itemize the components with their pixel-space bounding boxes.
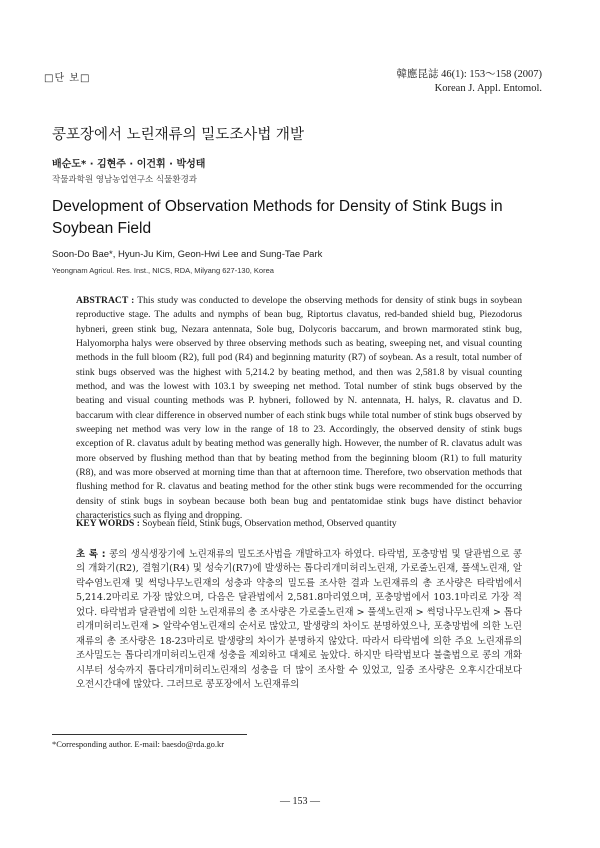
journal-name: Korean J. Appl. Entomol. — [434, 83, 542, 94]
note-type-label: □단 보□ — [44, 73, 91, 84]
abstract — [76, 294, 522, 524]
korean-title: 콩포장에서 노린재류의 밀도조사법 개발 — [52, 127, 304, 143]
korean-authors: 배순도* · 김현주 · 이건휘 · 박성태 — [52, 159, 206, 170]
korean-summary-text: 콩의 생식생장기에 노린재류의 밀도조사법을 개발하고자 하였다. 타락법, 포충망법 및 달관법으로 콩의 개화기(R2), 결협기(R4) 및 성숙기(R7)에 발생하는 톱다리개미허리노린재, 가로줄노린재, 풀색노린재, 알락수염노린재 및 썩덩나무노린재의 성충과 약충의 밀도를 조사한 결과 노린재류의 총 조사량은 타락법에서 5,214.2마리로 가장 많았으며, 다음은 달관법에서 2,581.8마리였으며, 포충망법에서 103.1마리로 가장 적었다. 타락법과 달관법에 의한 노린재류의 총 조사량은 가로줄노린재 > 풀색노린재 > 썩덩나무노린재 > 톱다리개미허리노린재 > 알락수염노린재의 순서로 많았고, 발생량의 차이도 분명하였으나, 포충망법에 의한 노린재류의 총 조사량은 18-23마리로 발생량의 차이가 분명하지 않았다. 따라서 타락법에 의한 주요 노린재류의 조사밀도는 톱다리개미허리노린재 성충을 제외하고 대체로 높았다. 하지만 타락법보다 불출법으로 콩의 개화시부터 성숙까지 톱다리개미허리노린재의 성충을 더 많이 조사할 수 있었고, 일중 조사량은 오후시간대보다 오전시간대에 많았다. 그러므로 콩포장에서 노린재류의 — [76, 549, 523, 691]
keywords — [76, 519, 397, 529]
keywords-label: KEY WORDS : — [76, 519, 140, 529]
korean-summary-label: 초 록 : — [76, 549, 106, 560]
korean-affiliation: 작물과학원 영남농업연구소 식물환경과 — [52, 175, 197, 185]
abstract-label: ABSTRACT : — [76, 295, 135, 306]
abstract-text: This study was conducted to develope the observing methods for density of stink bugs in soybean reproductive stage. The adults and nymphs of bean bug, Riptortus clavatus, red-banded shield bug, Piezodorus hybneri, green stink bug, Nezara antennata, Sole bug, Dolycoris baccarum, and brown marmorated stink bug, Halyomorpha halys were observed by three observing methods such as beating, sweeping net, and visual counting methods in the full bloom (R2), full pod (R4) and beginning maturity (R7) of soybean. As a result, total number of stink bugs observed was the highest with 5,214.2 by beating method, and then was 2,581.8 by visual counting method, and was the lowest with 103.1 by sweeping net method. Total number of stink bugs observed by the beating and visual counting methods was P. hybneri, followed by N. antennata, H. halys, R. clavatus and D. baccarum with clear difference in observed number of each stink bugs while total number of stink bugs observed by sweeping net method was very low in the range of 18 to 23. Accordingly, the observed density of stink bugs exception of R. clavatus adult by beating method was generally high. However, the number of R. clavatus adult was more observed by flushing method than that by beating method from the beginning bloom (R1) to full maturity (R8), and was more observed at morning time than that at afternoon time. Therefore, two observation methods that flushing method for R. clavatus and beating method for the other stink bugs were recommended for the occurring density of stink bugs in soybean because both bean bug and pentatomidae stink bugs have distinct behavior characteristics such as flying and dropping. — [76, 295, 522, 522]
journal-citation — [396, 68, 542, 96]
footnote-divider — [52, 734, 247, 735]
english-title: Development of Observation Methods for Density of Stink Bugs in Soybean Field — [52, 198, 503, 237]
journal-citation-line: 韓應昆誌 46(1): 153～158 (2007) — [396, 69, 542, 80]
page-number: — 153 — — [280, 796, 320, 807]
korean-summary — [76, 548, 522, 693]
english-affiliation: Yeongnam Agricul. Res. Inst., NICS, RDA, Milyang 627-130, Korea — [52, 266, 274, 275]
corresponding-author-footnote: *Corresponding author. E-mail: baesdo@rda.go.kr — [52, 739, 225, 749]
english-authors: Soon-Do Bae*, Hyun-Ju Kim, Geon-Hwi Lee and Sung-Tae Park — [52, 249, 323, 260]
keywords-text: Soybean field, Stink bugs, Observation method, Observed quantity — [142, 519, 397, 529]
